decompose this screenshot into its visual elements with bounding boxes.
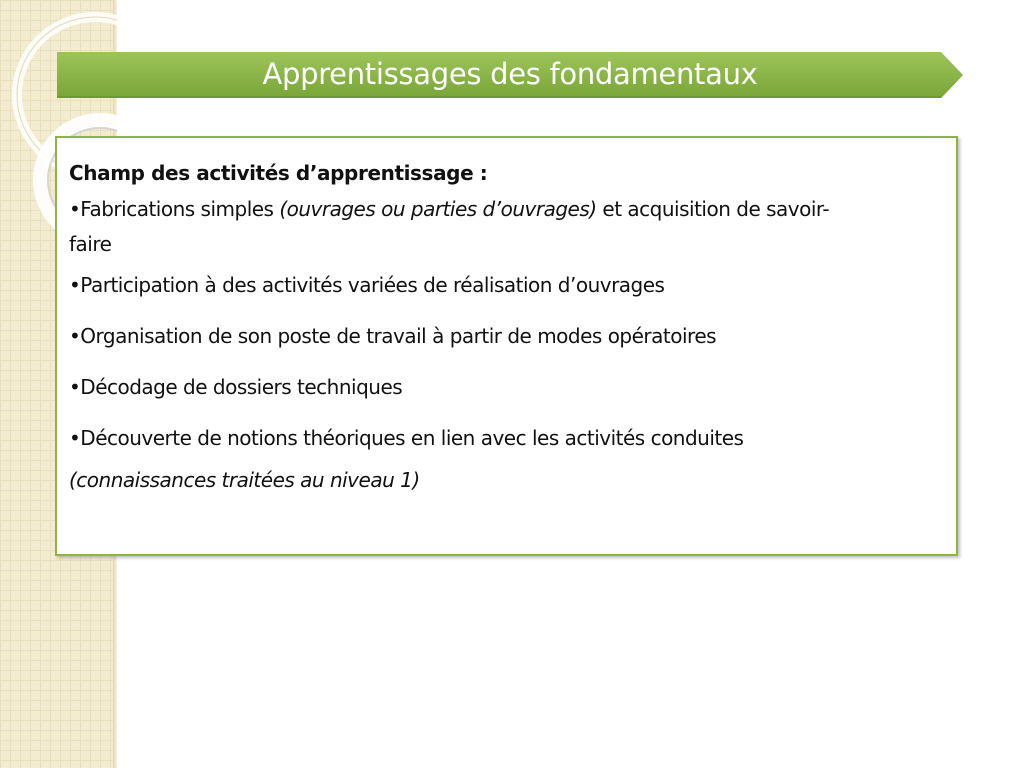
- bullet: •: [69, 197, 81, 221]
- list-item-continuation: (connaissances traitées au niveau 1): [69, 468, 420, 492]
- list-item: [69, 413, 944, 464]
- item-text-italic: (ouvrages ou parties d’ouvrages): [279, 197, 597, 221]
- content-heading: Champ des activités d’apprentissage :: [69, 161, 488, 185]
- bullet: •: [69, 273, 81, 297]
- item-text: Organisation de son poste de travail à partir de modes opératoires: [80, 324, 717, 348]
- bullet: •: [69, 426, 81, 450]
- item-text: Décodage de dossiers techniques: [80, 375, 403, 399]
- list-item: [69, 311, 944, 362]
- list-item: [69, 260, 944, 311]
- bullet: •: [69, 375, 81, 399]
- list-item: [69, 190, 944, 228]
- item-text: Participation à des activités variées de réalisation d’ouvrages: [80, 273, 665, 297]
- list-item-continuation: faire: [69, 232, 112, 256]
- bullet: •: [69, 324, 81, 348]
- content-box: [55, 136, 958, 556]
- title-banner: [57, 52, 963, 98]
- slide-title: Apprentissages des fondamentaux: [262, 57, 758, 91]
- item-text: et acquisition de savoir-: [596, 197, 830, 221]
- item-text: Découverte de notions théoriques en lien avec les activités conduites: [80, 426, 744, 450]
- item-text: Fabrications simples: [80, 197, 280, 221]
- list-item: [69, 362, 944, 413]
